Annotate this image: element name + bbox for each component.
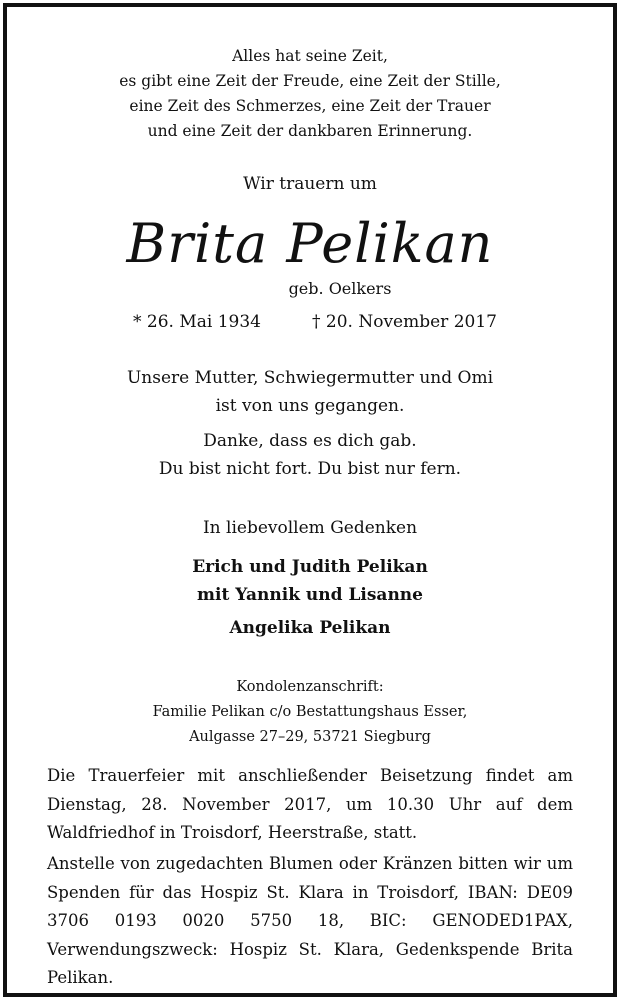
memorial-text: In liebevollem Gedenken bbox=[202, 518, 418, 538]
condolence-address bbox=[0, 675, 620, 750]
poem-line: und eine Zeit der dankbaren Erinnerung. bbox=[147, 122, 473, 140]
message-line: Danke, dass es dich gab. bbox=[203, 431, 417, 451]
poem-line: eine Zeit des Schmerzes, eine Zeit der Trauer bbox=[129, 97, 491, 115]
relatives-group bbox=[0, 553, 620, 609]
birth-date: * 26. Mai 1934 bbox=[133, 312, 261, 332]
donation-info: Anstelle von zugedachten Blumen oder Kränzen bitten wir um Spenden für das Hospiz St. Klara in Troisdorf, IBAN: DE09 3706 0193 0020 5750 18, BIC: GENODED1PAX, Verwendungszweck: Hospiz St. Klara, Gedenkspende Brita Pelikan. bbox=[47, 854, 573, 988]
border-frame bbox=[3, 3, 617, 997]
message-line: Unsere Mutter, Schwiegermutter und Omi bbox=[126, 368, 494, 388]
message-line: ist von uns gegangen. bbox=[215, 396, 405, 416]
relative-name: Angelika Pelikan bbox=[229, 618, 391, 638]
relative-line: mit Yannik und Lisanne bbox=[197, 585, 423, 605]
poem bbox=[0, 44, 620, 144]
death-date: † 20. November 2017 bbox=[312, 312, 497, 332]
maiden-name: geb. Oelkers bbox=[288, 279, 392, 298]
relative-line: Erich und Judith Pelikan bbox=[192, 557, 428, 577]
intro-text: Wir trauern um bbox=[243, 174, 377, 194]
address-line: Aulgasse 27–29, 53721 Siegburg bbox=[189, 729, 431, 745]
thanks-message bbox=[0, 427, 620, 483]
address-line: Familie Pelikan c/o Bestattungshaus Esser, bbox=[152, 704, 468, 720]
message-line: Du bist nicht fort. Du bist nur fern. bbox=[158, 459, 462, 479]
funeral-info: Die Trauerfeier mit anschließender Beisetzung findet am Dienstag, 28. November 2017, um 10.30 Uhr auf dem Waldfriedhof in Troisdorf, Heerstraße, statt. bbox=[47, 766, 573, 843]
deceased-name: Brita Pelikan bbox=[126, 212, 494, 275]
poem-line: es gibt eine Zeit der Freude, eine Zeit der Stille, bbox=[119, 72, 501, 90]
condolence-label: Kondolenzanschrift: bbox=[236, 679, 384, 695]
poem-line: Alles hat seine Zeit, bbox=[232, 47, 388, 65]
farewell-message bbox=[0, 364, 620, 420]
